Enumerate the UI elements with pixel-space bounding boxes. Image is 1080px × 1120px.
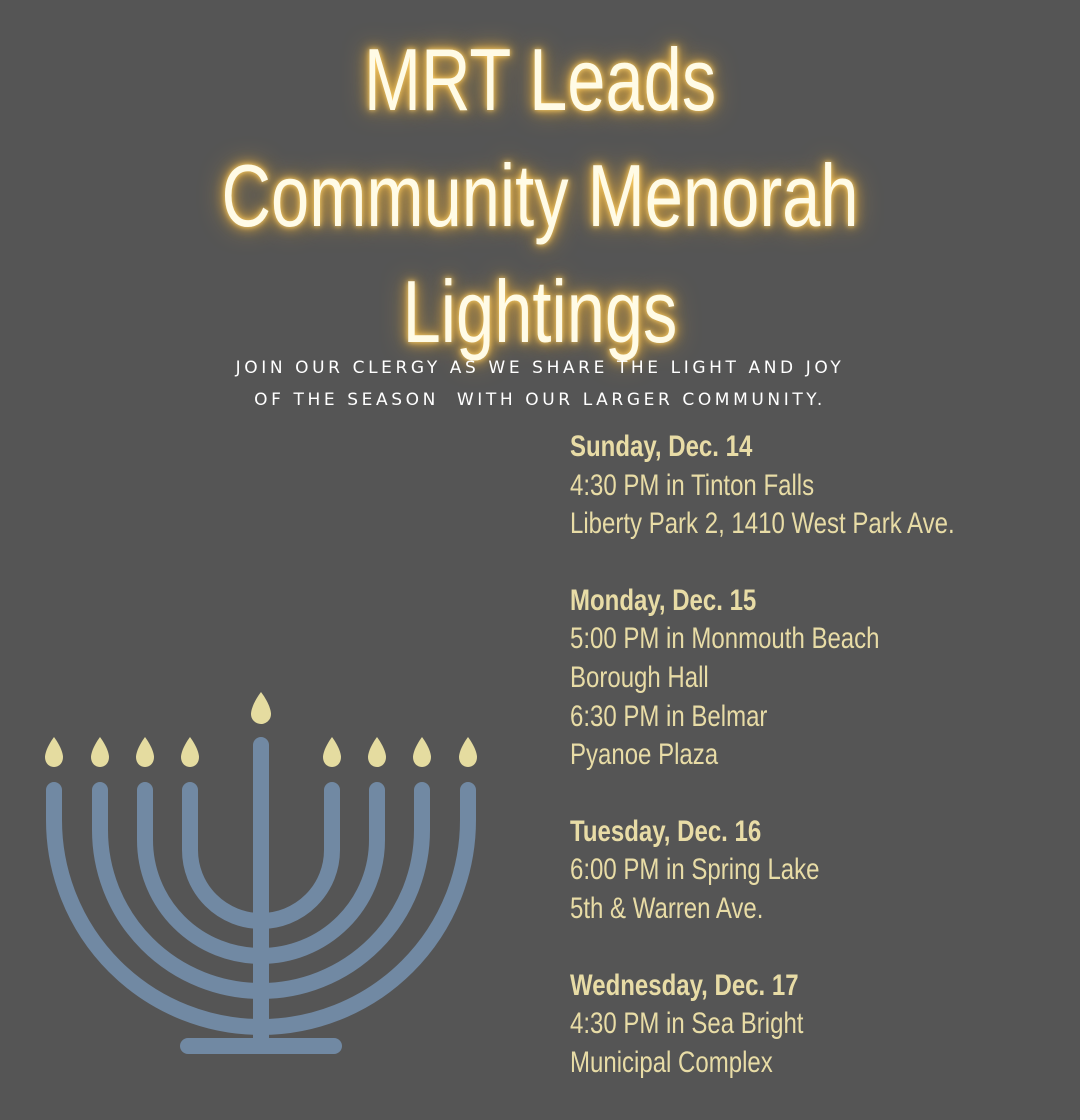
event-time-location: 6:00 PM in Spring Lake [570,853,820,887]
flame-icon [136,737,154,767]
event-day: Sunday, Dec. 14 [570,430,753,463]
event-wednesday [570,967,1070,1083]
subtitle-line-1: JOIN OUR CLERGY AS WE SHARE THE LIGHT AND JOY [235,358,845,378]
flame-icon [459,737,477,767]
flame-icon [368,737,386,767]
flame-icon [413,737,431,767]
page-title [119,22,961,370]
event-sunday [570,428,1070,544]
title-line-2: Community Menorah [221,146,859,245]
event-time-location: 4:30 PM in Tinton Falls [570,468,815,502]
event-schedule [570,428,1070,1120]
event-address: 5th & Warren Ave. [570,891,764,925]
event-address: Municipal Complex [570,1045,773,1079]
event-address: Borough Hall [570,660,709,694]
event-day: Wednesday, Dec. 17 [570,968,799,1002]
subtitle [0,352,1080,416]
event-address: Liberty Park 2, 1410 West Park Ave. [570,507,955,541]
event-address: Pyanoe Plaza [570,738,719,772]
event-monday [570,582,1070,775]
event-time-location: 6:30 PM in Belmar [570,699,768,733]
event-day: Monday, Dec. 15 [570,583,757,617]
menorah-icon [0,680,520,1080]
title-line-3: Lightings [402,262,678,361]
event-time-location: 4:30 PM in Sea Bright [570,1007,804,1041]
subtitle-line-2: OF THE SEASON WITH OUR LARGER COMMUNITY. [254,390,826,410]
flame-icon [323,737,341,767]
event-time-location: 5:00 PM in Monmouth Beach [570,622,880,656]
flame-icon [181,737,199,767]
event-day: Tuesday, Dec. 16 [570,814,762,848]
flame-icon [45,737,63,767]
event-tuesday [570,813,1070,929]
title-line-1: MRT Leads [363,30,717,129]
flame-icon [251,692,271,724]
flame-icon [91,737,109,767]
